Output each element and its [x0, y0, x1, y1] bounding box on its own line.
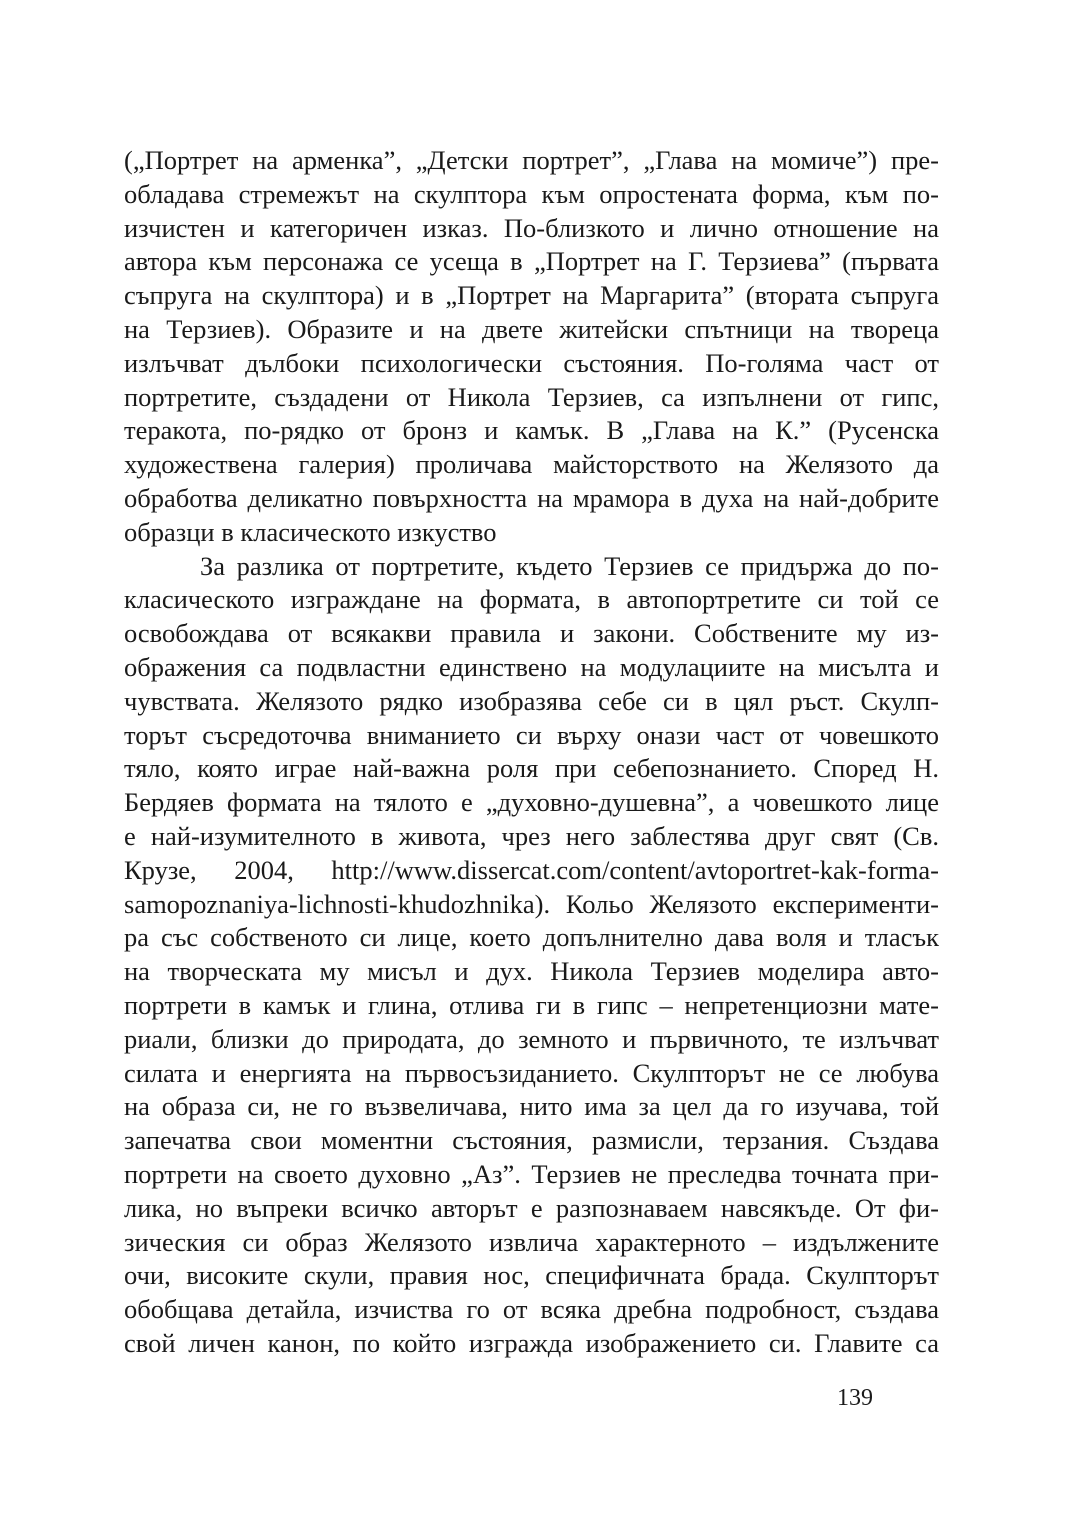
text-line: очи, високите скули, правия нос, специфичната брада. Скулпторът [124, 1260, 939, 1291]
text-line: обладава стремежът на скулптора към опростената форма, към по- [124, 178, 939, 209]
text-line: теракота, по-рядко от бронз и камък. В „Глава на К.” (Русенска [124, 415, 939, 446]
text-line: лика, но въпреки всичко авторът е разпознаваем навсякъде. От фи- [124, 1192, 939, 1223]
text-line: обработва деликатно повърхността на мрамора в духа на най-добрите [124, 482, 939, 513]
paragraph-2 [124, 550, 939, 1361]
text-line: чувствата. Желязото рядко изобразява себе си в цял ръст. Скулп- [124, 685, 939, 716]
text-line: риали, близки до природата, до земното и първичното, те излъчват [124, 1023, 939, 1054]
text-line: излъчват дълбоки психологически състояния. По-голяма част от [124, 347, 939, 378]
text-line: зическия си образ Желязото извлича характерното – издължените [124, 1226, 939, 1257]
text-line: („Портрет на арменка”, „Детски портрет”, „Глава на момиче”) пре- [124, 145, 939, 175]
text-line: е най-изумителното в живота, чрез него заблестява друг свят (Св. [124, 820, 939, 851]
text-line: класическото изграждане на формата, в автопортретите си той се [124, 584, 939, 615]
text-line: художествена галерия) проличава майсторството на Желязото да [124, 449, 939, 480]
text-line: освобождава от всякакви правила и закони. Собствените му из- [124, 618, 939, 649]
text-line: на образа си, не го възвеличава, нито има за цел да го изучава, той [124, 1091, 939, 1122]
paragraph-1 [124, 144, 939, 550]
text-line: на Терзиев). Образите и на двете житейски спътници на твореца [124, 313, 939, 344]
text-line: на творческата му мисъл и дух. Никола Терзиев моделира авто- [124, 956, 939, 987]
page-number: 139 [837, 1385, 873, 1411]
text-line: образци в класическото изкуство [124, 516, 497, 547]
text-line: торът съсредоточва вниманието си върху онази част от човешкото [124, 719, 939, 750]
text-line: изчистен и категоричен изказ. По-близкото и лично отношение на [124, 212, 939, 243]
body-text [124, 144, 939, 1361]
text-line: ображения са подвластни единствено на модулациите на мисълта и [124, 651, 939, 682]
text-line: портретите, създадени от Никола Терзиев, са изпълнени от гипс, [124, 381, 939, 412]
text-line: samopoznaniya-lichnosti-khudozhnika). Кольо Желязото експерименти- [124, 888, 939, 919]
text-line: силата и енергията на първосъзиданието. Скулпторът не се любува [124, 1057, 939, 1088]
text-line: свой личен канон, по който изгражда изображението си. Главите са [124, 1327, 939, 1358]
text-line: тяло, която играе най-важна роля при себепознанието. Според Н. [124, 753, 939, 784]
text-line: автора към персонажа се усеща в „Портрет на Г. Терзиева” (първата [124, 246, 939, 277]
text-line: ра със собственото си лице, което допълнително дава воля и тласък [124, 922, 939, 953]
text-line: портрети на своето духовно „Аз”. Терзиев не преследва точната при- [124, 1158, 939, 1189]
text-line: Крузе, 2004, http://www.dissercat.com/content/avtoportret-kak-forma- [124, 854, 939, 885]
text-line: Бердяев формата на тялото е „духовно-душевна”, а човешкото лице [124, 787, 939, 818]
text-line: обобщава детайла, изчиства го от всяка дребна подробност, създава [124, 1294, 939, 1325]
text-line: портрети в камък и глина, отлива ги в гипс – непретенциозни мате- [124, 989, 939, 1020]
text-line: съпруга на скулптора) и в „Портрет на Маргарита” (втората съпруга [124, 280, 939, 311]
text-line: запечатва свои моментни състояния, размисли, терзания. Създава [124, 1125, 939, 1156]
text-line: За разлика от портретите, където Терзиев се придържа до по- [200, 550, 939, 581]
